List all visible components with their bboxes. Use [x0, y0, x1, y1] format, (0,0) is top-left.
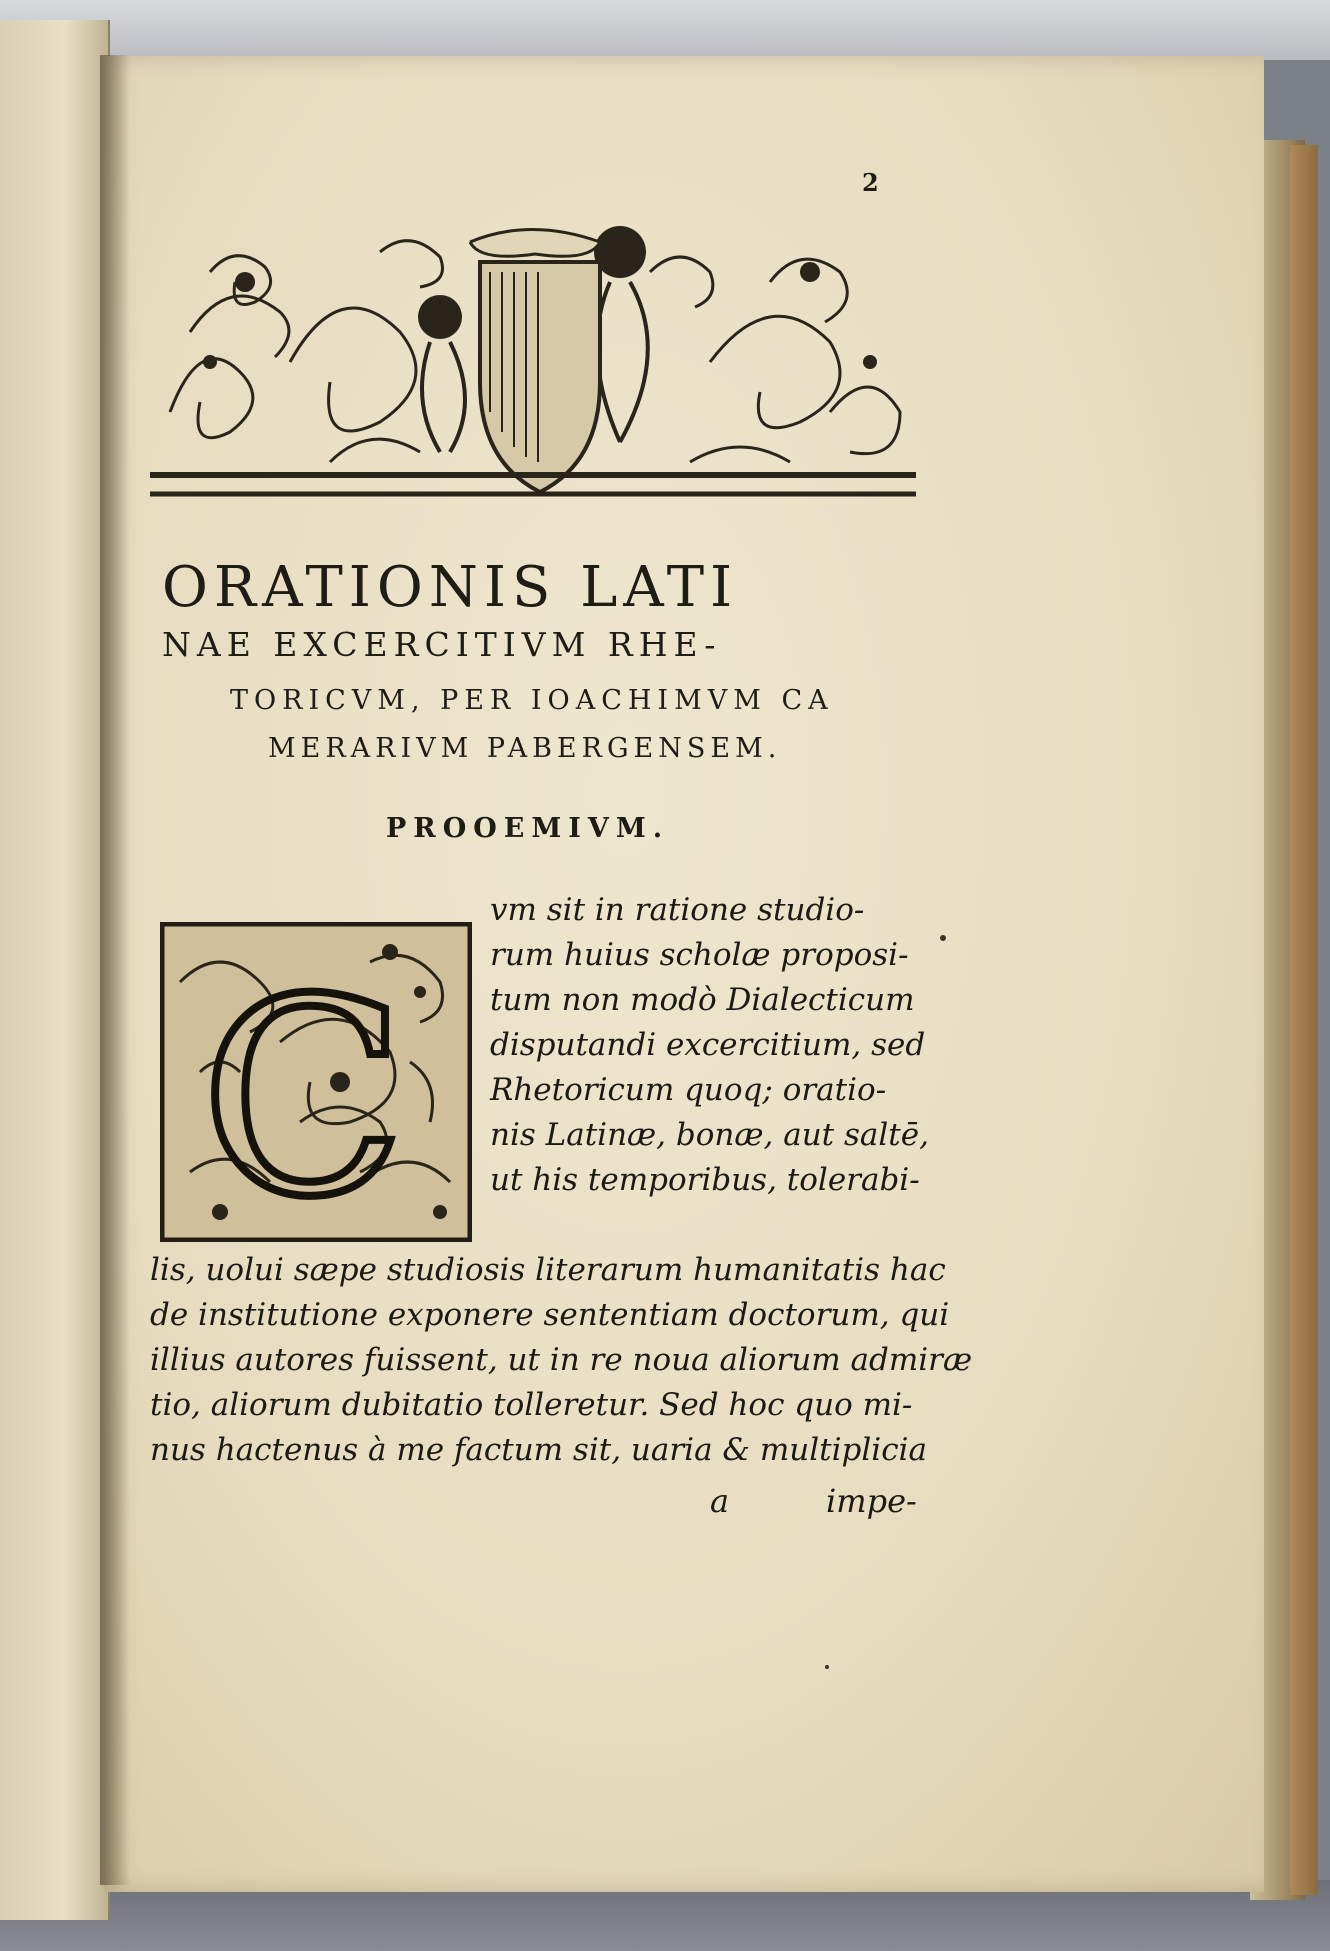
signature-mark: a — [710, 1482, 730, 1520]
title-line-4: MERARIVM PABERGENSEM. — [268, 733, 782, 764]
body-line-4: disputandi excercitium, sed — [490, 1027, 926, 1063]
body-line-3: tum non modò Dialecticum — [490, 982, 915, 1018]
backdrop-top — [0, 0, 1330, 60]
body-line-8: lis, uolui sæpe studiosis literarum humanitatis hac — [150, 1252, 946, 1288]
facing-page-edge — [0, 20, 110, 1920]
body-line-1: vm sit in ratione studio- — [490, 892, 865, 928]
ink-speck — [825, 1665, 829, 1669]
gutter-shadow — [100, 55, 130, 1885]
body-line-11: tio, aliorum dubitatio tolleretur. Sed hoc quo mi- — [150, 1387, 913, 1423]
title-line-3: TORICVM, PER IOACHIMVM CA — [230, 685, 834, 716]
decorated-initial-c — [160, 922, 472, 1242]
body-line-6: nis Latinæ, bonæ, aut saltē, — [490, 1117, 929, 1153]
page-number: 2 — [862, 168, 879, 197]
initial-letter: C — [200, 941, 407, 1242]
headpiece-ornament — [150, 212, 916, 502]
catchword: impe- — [826, 1482, 917, 1520]
ink-speck — [940, 935, 946, 941]
title-line-2: NAE EXCERCITIVM RHE- — [162, 625, 722, 664]
body-line-12: nus hactenus à me factum sit, uaria & multiplicia — [150, 1432, 927, 1468]
section-heading: PROOEMIVM. — [386, 813, 670, 844]
body-line-10: illius autores fuissent, ut in re noua aliorum admiræ — [150, 1342, 973, 1378]
book-cover-edge — [1290, 145, 1318, 1895]
body-line-9: de institutione exponere sententiam doctorum, qui — [150, 1297, 950, 1333]
body-line-7: ut his temporibus, tolerabi- — [490, 1162, 920, 1198]
body-line-2: rum huius scholæ proposi- — [490, 937, 909, 973]
body-line-5: Rhetoricum quoq; oratio- — [490, 1072, 887, 1108]
title-line-1: ORATIONIS LATI — [162, 555, 739, 620]
